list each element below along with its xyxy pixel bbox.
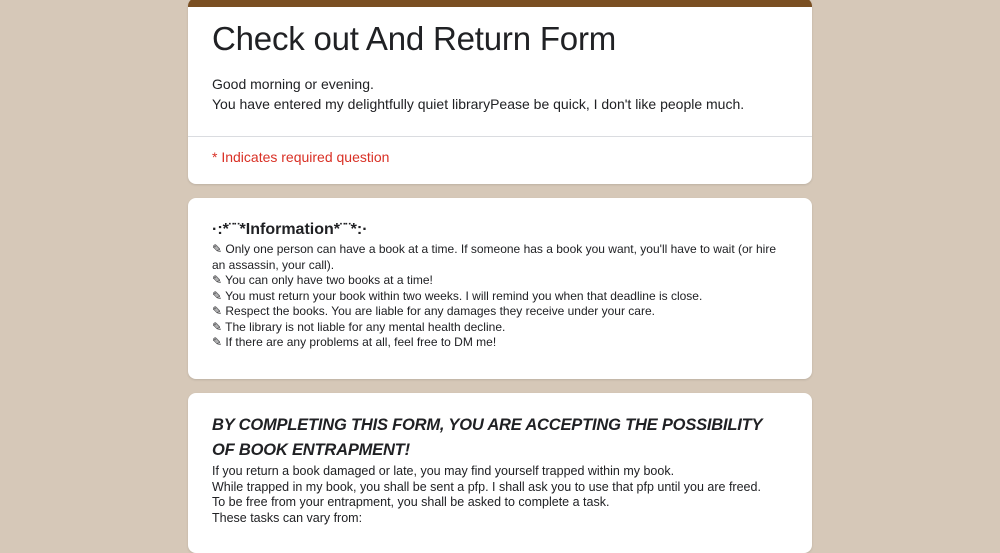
form-title: Check out And Return Form (212, 20, 617, 57)
form-header-card (188, 0, 812, 184)
information-rule: ✎ If there are any problems at all, feel free to DM me! (212, 335, 497, 349)
information-rule: ✎ Respect the books. You are liable for any damages they receive under your care. (212, 304, 655, 318)
information-rule: ✎ Only one person can have a book at a time. If someone has a book you want, you'll have to wait (or hire an assassin, your call). (212, 242, 776, 272)
header-divider (188, 136, 812, 137)
information-rule: ✎ You must return your book within two weeks. I will remind you when that deadline is close. (212, 288, 703, 303)
form-description-line: You have entered my delightfully quiet libraryPease be quick, I don't like people much. (212, 96, 745, 112)
warning-text-line: While trapped in my book, you shall be sent a pfp. I shall ask you to use that pfp until you are freed. (212, 479, 761, 494)
information-title: ·:*¨¨*Information*¨¨*:· (212, 221, 368, 238)
warning-text-line: To be free from your entrapment, you shall be asked to complete a task. (212, 495, 610, 509)
entrapment-warning-card (188, 393, 812, 553)
required-question-note: * Indicates required question (212, 149, 390, 165)
information-rule: ✎ You can only have two books at a time! (212, 273, 433, 287)
form-description-line: Good morning or evening. (212, 76, 374, 92)
form-description (212, 74, 744, 114)
warning-text-line: If you return a book damaged or late, you may find yourself trapped within my book. (212, 464, 675, 478)
information-rule: ✎ The library is not liable for any mental health decline. (212, 319, 506, 334)
entrapment-warning-title: BY COMPLETING THIS FORM, YOU ARE ACCEPTING THE POSSIBILITY OF BOOK ENTRAPMENT! (212, 416, 763, 459)
information-section-card (188, 198, 812, 379)
warning-text-line: These tasks can vary from: (212, 510, 363, 525)
header-accent-bar (188, 0, 812, 7)
